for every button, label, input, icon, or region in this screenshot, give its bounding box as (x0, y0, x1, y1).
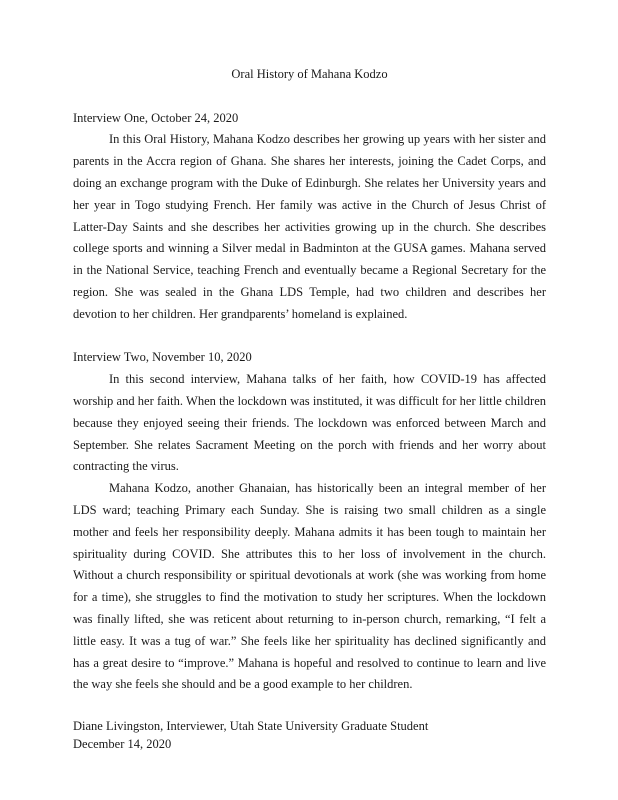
blank-line (73, 86, 546, 108)
interviewer-credit: Diane Livingston, Interviewer, Utah State University Graduate Student (73, 718, 429, 733)
section-heading-interview-one: Interview One, October 24, 2020 (73, 110, 239, 125)
blank-line (73, 696, 546, 718)
signature-block (73, 718, 546, 754)
document-date: December 14, 2020 (73, 736, 172, 751)
section-heading-interview-two: Interview Two, November 10, 2020 (73, 350, 252, 365)
paragraph-interview-two-summary: In this second interview, Mahana talks of her faith, how COVID-19 has affected worship and her faith. When the lockdown was instituted, it was difficult for her little children because they enjoyed seeing their friends. The lockdown was enforced between March and September. She relates Sacrament Meeting on the porch with friends and her worry about contracting the virus. (73, 372, 546, 474)
paragraph-interview-two-reflection: Mahana Kodzo, another Ghanaian, has historically been an integral member of her LDS ward; teaching Primary each Sunday. She is raising two small children as a single mother and feels her responsibility deeply. Mahana admits it has been tough to maintain her spirituality during COVID. She attributes this to her loss of involvement in the church. Without a church responsibility or spiritual devotionals at work (she was working from home for a time), she struggles to find the motivation to study her scriptures. When the lockdown was finally lifted, she was reticent about returning to in-person church, remarking, “I felt a little easy. It was a tug of war.” She feels like her spirituality has declined significantly and has a great desire to “improve.” Mahana is hopeful and resolved to continue to learn and live the way she feels she should and be a good example to her children. (73, 481, 546, 692)
blank-line (73, 326, 546, 348)
document-title: Oral History of Mahana Kodzo (231, 67, 388, 81)
paragraph-interview-one-summary: In this Oral History, Mahana Kodzo describes her growing up years with her sister and parents in the Accra region of Ghana. She shares her interests, joining the Cadet Corps, and doing an exchange program with the Duke of Edinburgh. She relates her University years and her year in Togo studying French. Her family was active in the Church of Jesus Christ of Latter-Day Saints and she describes her activities growing up in the church. She describes college sports and winning a Silver medal in Badminton at the GUSA games. Mahana served in the National Service, teaching French and eventually became a Regional Secretary for the region. She was sealed in the Ghana LDS Temple, had two children and describes her devotion to her children. Her grandparents’ homeland is explained. (73, 132, 546, 321)
